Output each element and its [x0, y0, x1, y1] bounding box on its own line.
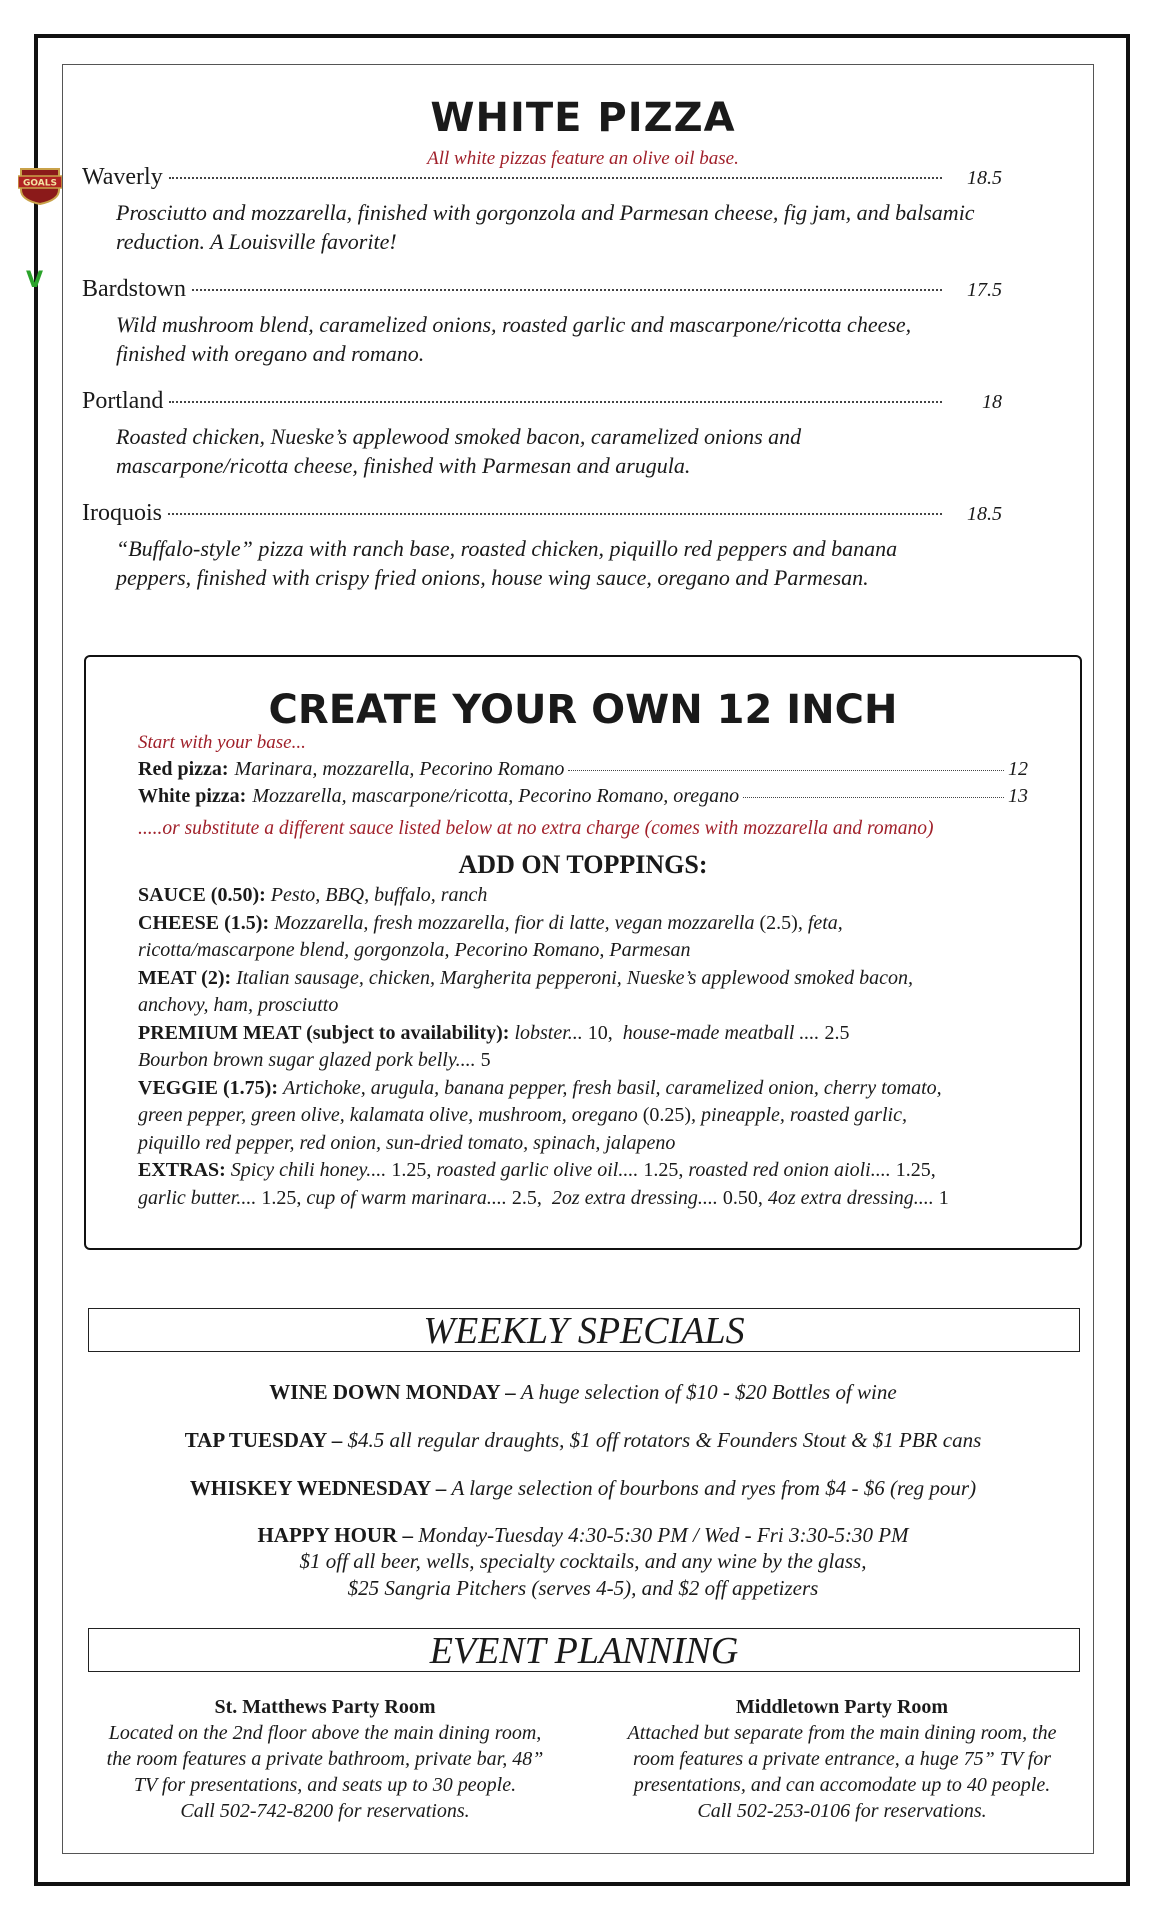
dot-leader [168, 513, 942, 515]
extra-item: 4oz extra dressing.... [767, 1186, 934, 1209]
room-desc: room features a private entrance, a huge 75” TV for [632, 1748, 1052, 1770]
dot-leader [192, 289, 942, 291]
premium-pork-belly: Bourbon brown sugar glazed pork belly.... [138, 1049, 476, 1071]
add-on-toppings-title: ADD ON TOPPINGS: [458, 850, 708, 879]
extra-price: 0.50, [722, 1186, 763, 1209]
sauce-list: Pesto, BBQ, buffalo, ranch [270, 884, 488, 906]
extra-item: roasted garlic olive oil.... [436, 1159, 639, 1181]
sauce-label: SAUCE (0.50): [138, 884, 266, 906]
item-description: Prosciutto and mozzarella, finished with gorgonzola and Parmesan cheese, fig jam, and balsamic reduction. A Louisville favorite! [116, 200, 975, 254]
item-name: Bardstown [82, 276, 186, 302]
special-text: Monday-Tuesday 4:30-5:30 PM / Wed - Fri 3:30-5:30 PM [418, 1523, 909, 1547]
room-middletown [607, 1694, 1077, 1824]
cheese-label: CHEESE (1.5): [138, 911, 270, 934]
dot-leader [169, 401, 942, 403]
veggie-oregano-price: (0.25) [642, 1104, 692, 1126]
dot-leader [169, 177, 942, 179]
item-description: “Buffalo-style” pizza with ranch base, roasted chicken, piquillo red peppers and banana peppers, finished with crispy fried onions, house wing sauce, oregano and Parmesan. [116, 536, 898, 590]
dot-leader [568, 770, 1004, 771]
veggie-list-line2-cont: , pineapple, roasted garlic, [691, 1104, 907, 1126]
extra-price: 1.25, [643, 1159, 684, 1181]
veggie-list-line2: green pepper, green olive, kalamata olive, mushroom, oregano [138, 1104, 643, 1126]
item-name: Waverly [82, 164, 163, 190]
cheese-list: Mozzarella, fresh mozzarella, fior di latte, vegan mozzarella [274, 911, 760, 934]
premium-meatball-price: 2.5 [824, 1021, 850, 1044]
extra-item: garlic butter.... [138, 1186, 257, 1209]
toppings-veggie [138, 1075, 1028, 1103]
item-description: Wild mushroom blend, caramelized onions, roasted garlic and mascarpone/ricotta cheese, finished with oregano and romano. [116, 312, 912, 366]
special-day: WINE DOWN MONDAY – [269, 1380, 516, 1404]
menu-item-waverly [82, 164, 1002, 256]
toppings-cheese-cont [138, 937, 1028, 965]
premium-lobster: lobster... [514, 1021, 583, 1044]
item-description: Roasted chicken, Nueske’s applewood smoked bacon, caramelized onions and mascarpone/ricotta cheese, finished with Parmesan and arugula. [116, 424, 802, 478]
room-desc: TV for presentations, and seats up to 30 people. [133, 1774, 517, 1796]
menu-item-bardstown [82, 276, 1002, 368]
create-your-own-title: CREATE YOUR OWN 12 INCH [268, 687, 898, 733]
toppings-extras [138, 1157, 1028, 1185]
extra-price: 1.25, [895, 1159, 936, 1181]
cheese-vegan-price: (2.5) [759, 911, 798, 934]
special-wednesday [0, 1476, 1166, 1501]
base-price: 13 [1008, 785, 1028, 807]
cheese-list-cont: , feta, [797, 911, 843, 934]
item-price: 18 [982, 391, 1002, 413]
menu-item-iroquois [82, 500, 1002, 592]
premium-meatball: house-made meatball .... [622, 1021, 820, 1044]
white-pizza-subtitle: All white pizzas feature an olive oil base. [427, 148, 739, 169]
special-text: A huge selection of $10 - $20 Bottles of wine [520, 1380, 897, 1404]
event-planning-title: EVENT PLANNING [88, 1628, 1080, 1672]
weekly-specials-title: WEEKLY SPECIALS [88, 1308, 1080, 1352]
item-price: 17.5 [967, 279, 1002, 301]
create-your-own-box [84, 655, 1082, 1250]
extra-item: Spicy chili honey.... [230, 1159, 387, 1181]
extra-item: roasted red onion aioli.... [688, 1159, 891, 1181]
toppings-extras-cont [138, 1185, 1028, 1213]
base-label: White pizza: [138, 785, 247, 807]
meat-list-line2: anchovy, ham, prosciutto [138, 994, 339, 1016]
extra-price: 1 [938, 1186, 949, 1209]
item-name: Iroquois [82, 500, 162, 526]
premium-pork-belly-price: 5 [480, 1049, 491, 1071]
premium-label: PREMIUM MEAT (subject to availability): [138, 1021, 510, 1044]
special-day: WHISKEY WEDNESDAY – [189, 1476, 447, 1500]
toppings-premium-meat [138, 1020, 1028, 1048]
veggie-label: VEGGIE (1.75): [138, 1076, 278, 1099]
item-name: Portland [82, 388, 164, 414]
cheese-list-line2: ricotta/mascarpone blend, gorgonzola, Pecorino Romano, Parmesan [138, 939, 691, 961]
vegetarian-mark-icon: V [26, 268, 44, 293]
room-phone: Call 502-253-0106 for reservations. [697, 1800, 987, 1822]
extra-price: 1.25, [261, 1186, 302, 1209]
premium-lobster-price: 10, [587, 1021, 613, 1044]
white-pizza-title: WHITE PIZZA [430, 95, 736, 141]
extra-item: cup of warm marinara.... [306, 1186, 507, 1209]
badge-text: GOALS [23, 178, 57, 189]
special-text: $4.5 all regular draughts, $1 off rotators & Founders Stout & $1 PBR cans [347, 1428, 982, 1452]
dot-leader [743, 797, 1004, 798]
room-st-matthews [90, 1694, 560, 1824]
special-day: TAP TUESDAY – [184, 1428, 343, 1452]
toppings-premium-cont [138, 1047, 1028, 1075]
special-tuesday [0, 1428, 1166, 1453]
substitute-note: .....or substitute a different sauce listed below at no extra charge (comes with mozzarella and romano) [138, 818, 934, 839]
toppings-meat [138, 965, 1028, 993]
special-happy-hour [0, 1523, 1166, 1602]
room-desc: Attached but separate from the main dining room, the [627, 1722, 1057, 1744]
extras-label: EXTRAS: [138, 1159, 226, 1181]
meat-label: MEAT (2): [138, 966, 232, 989]
room-name: St. Matthews Party Room [214, 1696, 436, 1718]
base-desc: Mozzarella, mascarpone/ricotta, Pecorino Romano, oregano [252, 785, 740, 807]
special-text-line2: $1 off all beer, wells, specialty cocktails, and any wine by the glass, [299, 1549, 867, 1573]
toppings-meat-cont [138, 992, 1028, 1020]
special-day: HAPPY HOUR – [257, 1523, 413, 1547]
goals-badge-icon [18, 166, 62, 206]
base-red-pizza [138, 758, 1028, 785]
extra-item: 2oz extra dressing.... [551, 1186, 718, 1209]
special-monday [0, 1380, 1166, 1405]
meat-list: Italian sausage, chicken, Margherita pepperoni, Nueske’s applewood smoked bacon, [236, 966, 914, 989]
base-price: 12 [1008, 758, 1028, 780]
base-white-pizza [138, 785, 1028, 812]
base-label: Red pizza: [138, 758, 229, 780]
toppings-sauce [138, 882, 1028, 910]
room-desc: presentations, and can accomodate up to 40 people. [633, 1774, 1051, 1796]
base-intro: Start with your base... [138, 732, 306, 753]
room-desc: Located on the 2nd floor above the main dining room, [108, 1722, 542, 1744]
toppings-veggie-cont [138, 1102, 1028, 1130]
menu-item-portland [82, 388, 1002, 480]
item-price: 18.5 [967, 503, 1002, 525]
veggie-list: Artichoke, arugula, banana pepper, fresh basil, caramelized onion, cherry tomato, [283, 1076, 942, 1099]
veggie-list-line3: piquillo red pepper, red onion, sun-dried tomato, spinach, jalapeno [138, 1131, 676, 1154]
special-text: A large selection of bourbons and ryes from $4 - $6 (reg pour) [451, 1476, 977, 1500]
room-name: Middletown Party Room [735, 1696, 949, 1718]
toppings-cheese [138, 910, 1028, 938]
base-desc: Marinara, mozzarella, Pecorino Romano [234, 758, 565, 780]
extra-price: 2.5, [511, 1186, 542, 1209]
room-phone: Call 502-742-8200 for reservations. [180, 1800, 470, 1822]
item-price: 18.5 [967, 167, 1002, 189]
special-text-line3: $25 Sangria Pitchers (serves 4-5), and $2 off appetizers [347, 1576, 819, 1600]
room-desc: the room features a private bathroom, private bar, 48” [106, 1748, 544, 1770]
toppings-veggie-cont2 [138, 1130, 1028, 1158]
extra-price: 1.25, [391, 1159, 432, 1181]
